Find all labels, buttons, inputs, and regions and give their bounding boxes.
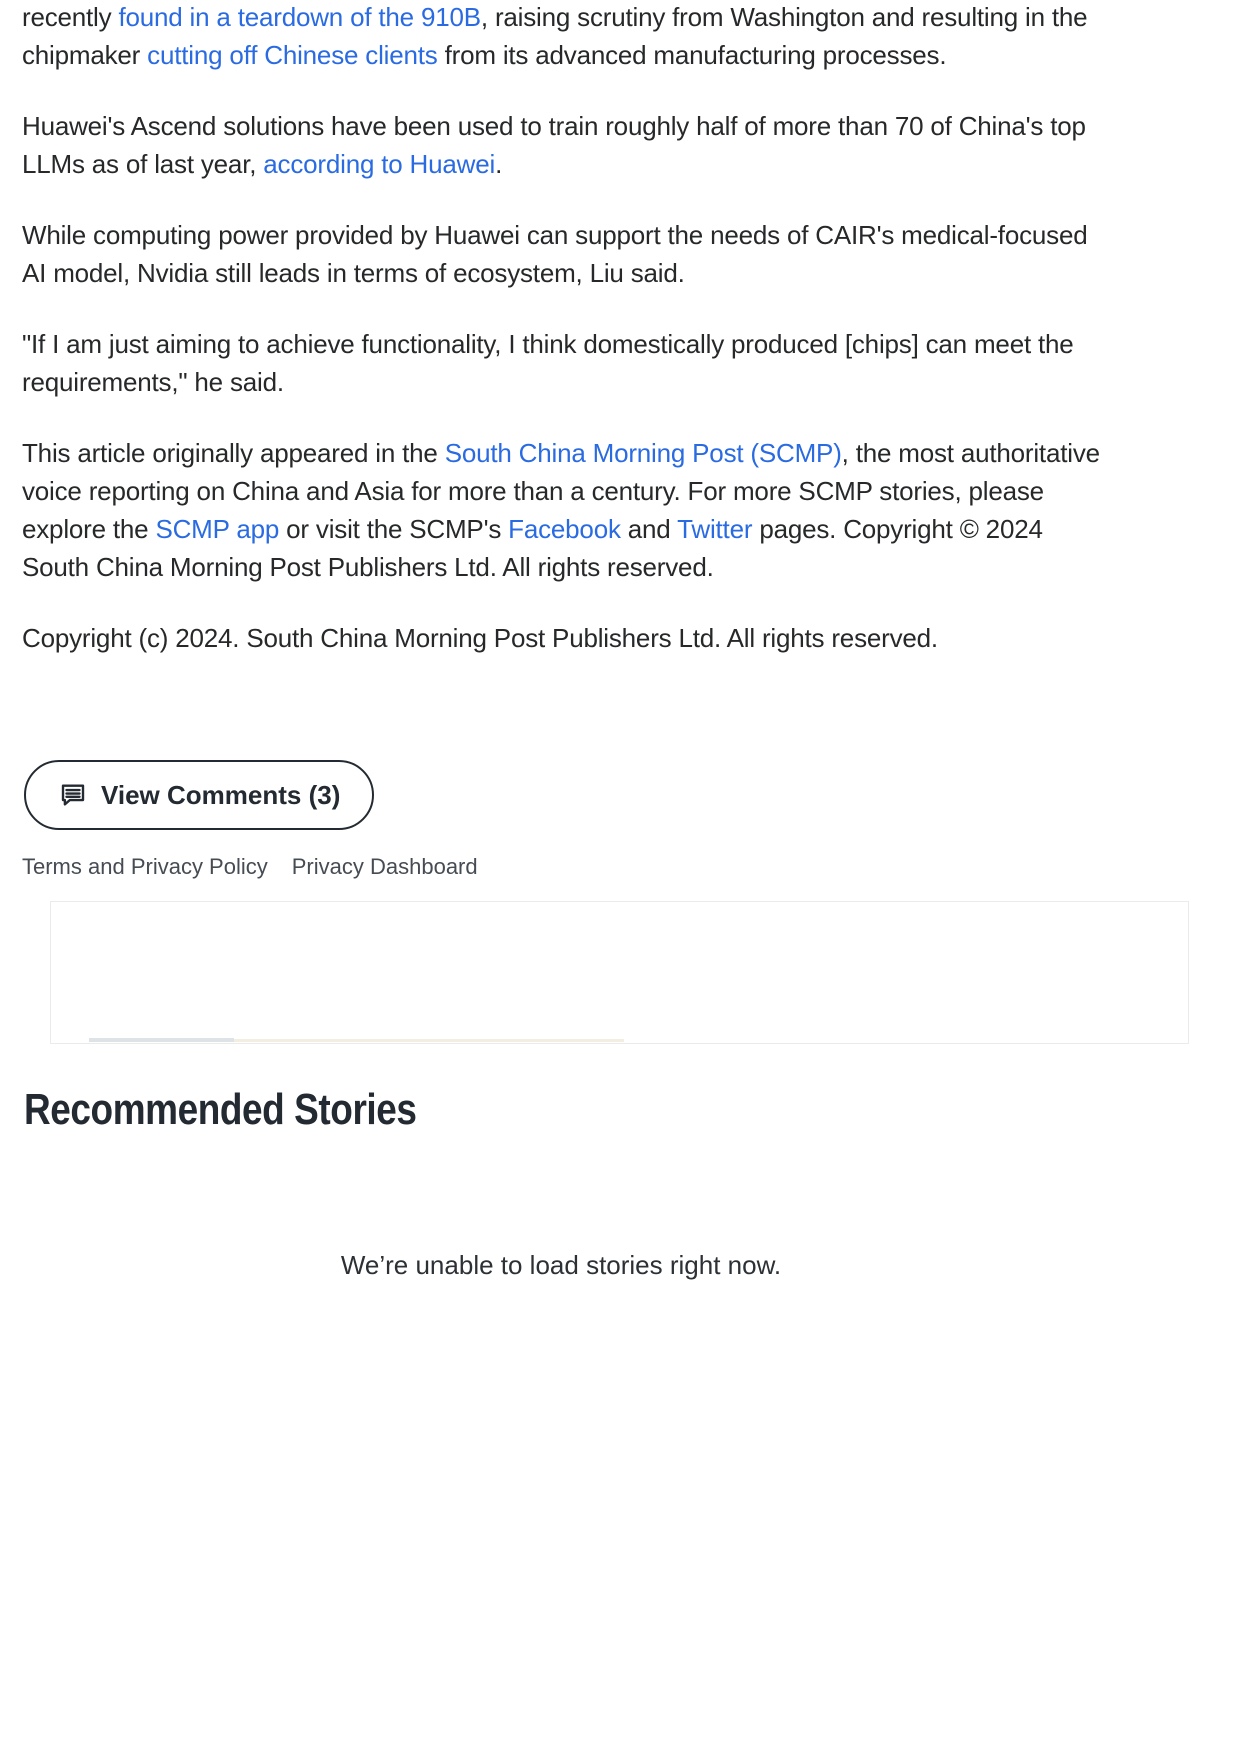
- text-segment: and: [620, 514, 678, 544]
- text-segment: While computing power provided by Huawei can support the needs of CAIR's medical-focused AI model, Nvidia still leads in terms of ecosystem, Liu said.: [22, 220, 1088, 288]
- terms-and-privacy-link[interactable]: Terms and Privacy Policy: [22, 854, 268, 879]
- ad-fragment: [234, 1039, 624, 1042]
- comment-bubble-icon: [58, 780, 88, 810]
- inline-link[interactable]: Twitter: [677, 514, 753, 544]
- text-segment: , raising scrutiny from Washington and resulting in the chipmaker: [22, 2, 1088, 70]
- article-paragraph: [22, 619, 1100, 657]
- text-segment: recently: [22, 2, 119, 32]
- inline-link[interactable]: South China Morning Post (SCMP): [444, 438, 842, 468]
- inline-link[interactable]: found in a teardown of the 910B: [118, 2, 481, 32]
- inline-link[interactable]: cutting off Chinese clients: [147, 40, 438, 70]
- text-segment: Huawei's Ascend solutions have been used to train roughly half of more than 70 of China's top LLMs as of last year,: [22, 111, 1086, 179]
- article-paragraph: [22, 0, 1100, 74]
- inline-link[interactable]: according to Huawei: [263, 149, 496, 179]
- view-comments-button[interactable]: [24, 760, 374, 830]
- article-paragraph: [22, 325, 1100, 401]
- ad-slot-empty: [50, 901, 1189, 1044]
- article-paragraph: [22, 216, 1100, 292]
- text-segment: pages. Copyright © 2024 South China Morning Post Publishers Ltd. All rights reserved.: [22, 514, 1043, 582]
- recommended-stories-title: Recommended Stories: [24, 1085, 417, 1134]
- article-paragraph: [22, 434, 1100, 586]
- text-segment: , the most authoritative voice reporting on China and Asia for more than a century. For more SCMP stories, please explore the: [22, 438, 1100, 544]
- inline-link[interactable]: Facebook: [508, 514, 621, 544]
- text-segment: or visit the SCMP's: [279, 514, 509, 544]
- text-segment: "If I am just aiming to achieve functionality, I think domestically produced [chips] can meet the requirements," he said.: [22, 329, 1074, 397]
- privacy-dashboard-link[interactable]: Privacy Dashboard: [291, 854, 478, 879]
- ad-fragment: [89, 1038, 234, 1042]
- text-segment: Copyright (c) 2024. South China Morning Post Publishers Ltd. All rights reserved.: [22, 623, 938, 653]
- text-segment: This article originally appeared in the: [22, 438, 445, 468]
- article-paragraph: [22, 107, 1100, 183]
- view-comments-label: View Comments (3): [101, 779, 341, 810]
- text-segment: from its advanced manufacturing processes.: [437, 40, 947, 70]
- footer-links-row: [22, 854, 1100, 880]
- inline-link[interactable]: SCMP app: [155, 514, 280, 544]
- text-segment: .: [495, 149, 503, 179]
- article-body: [22, 0, 1100, 657]
- stories-load-error-message: We’re unable to load stories right now.: [340, 1250, 782, 1280]
